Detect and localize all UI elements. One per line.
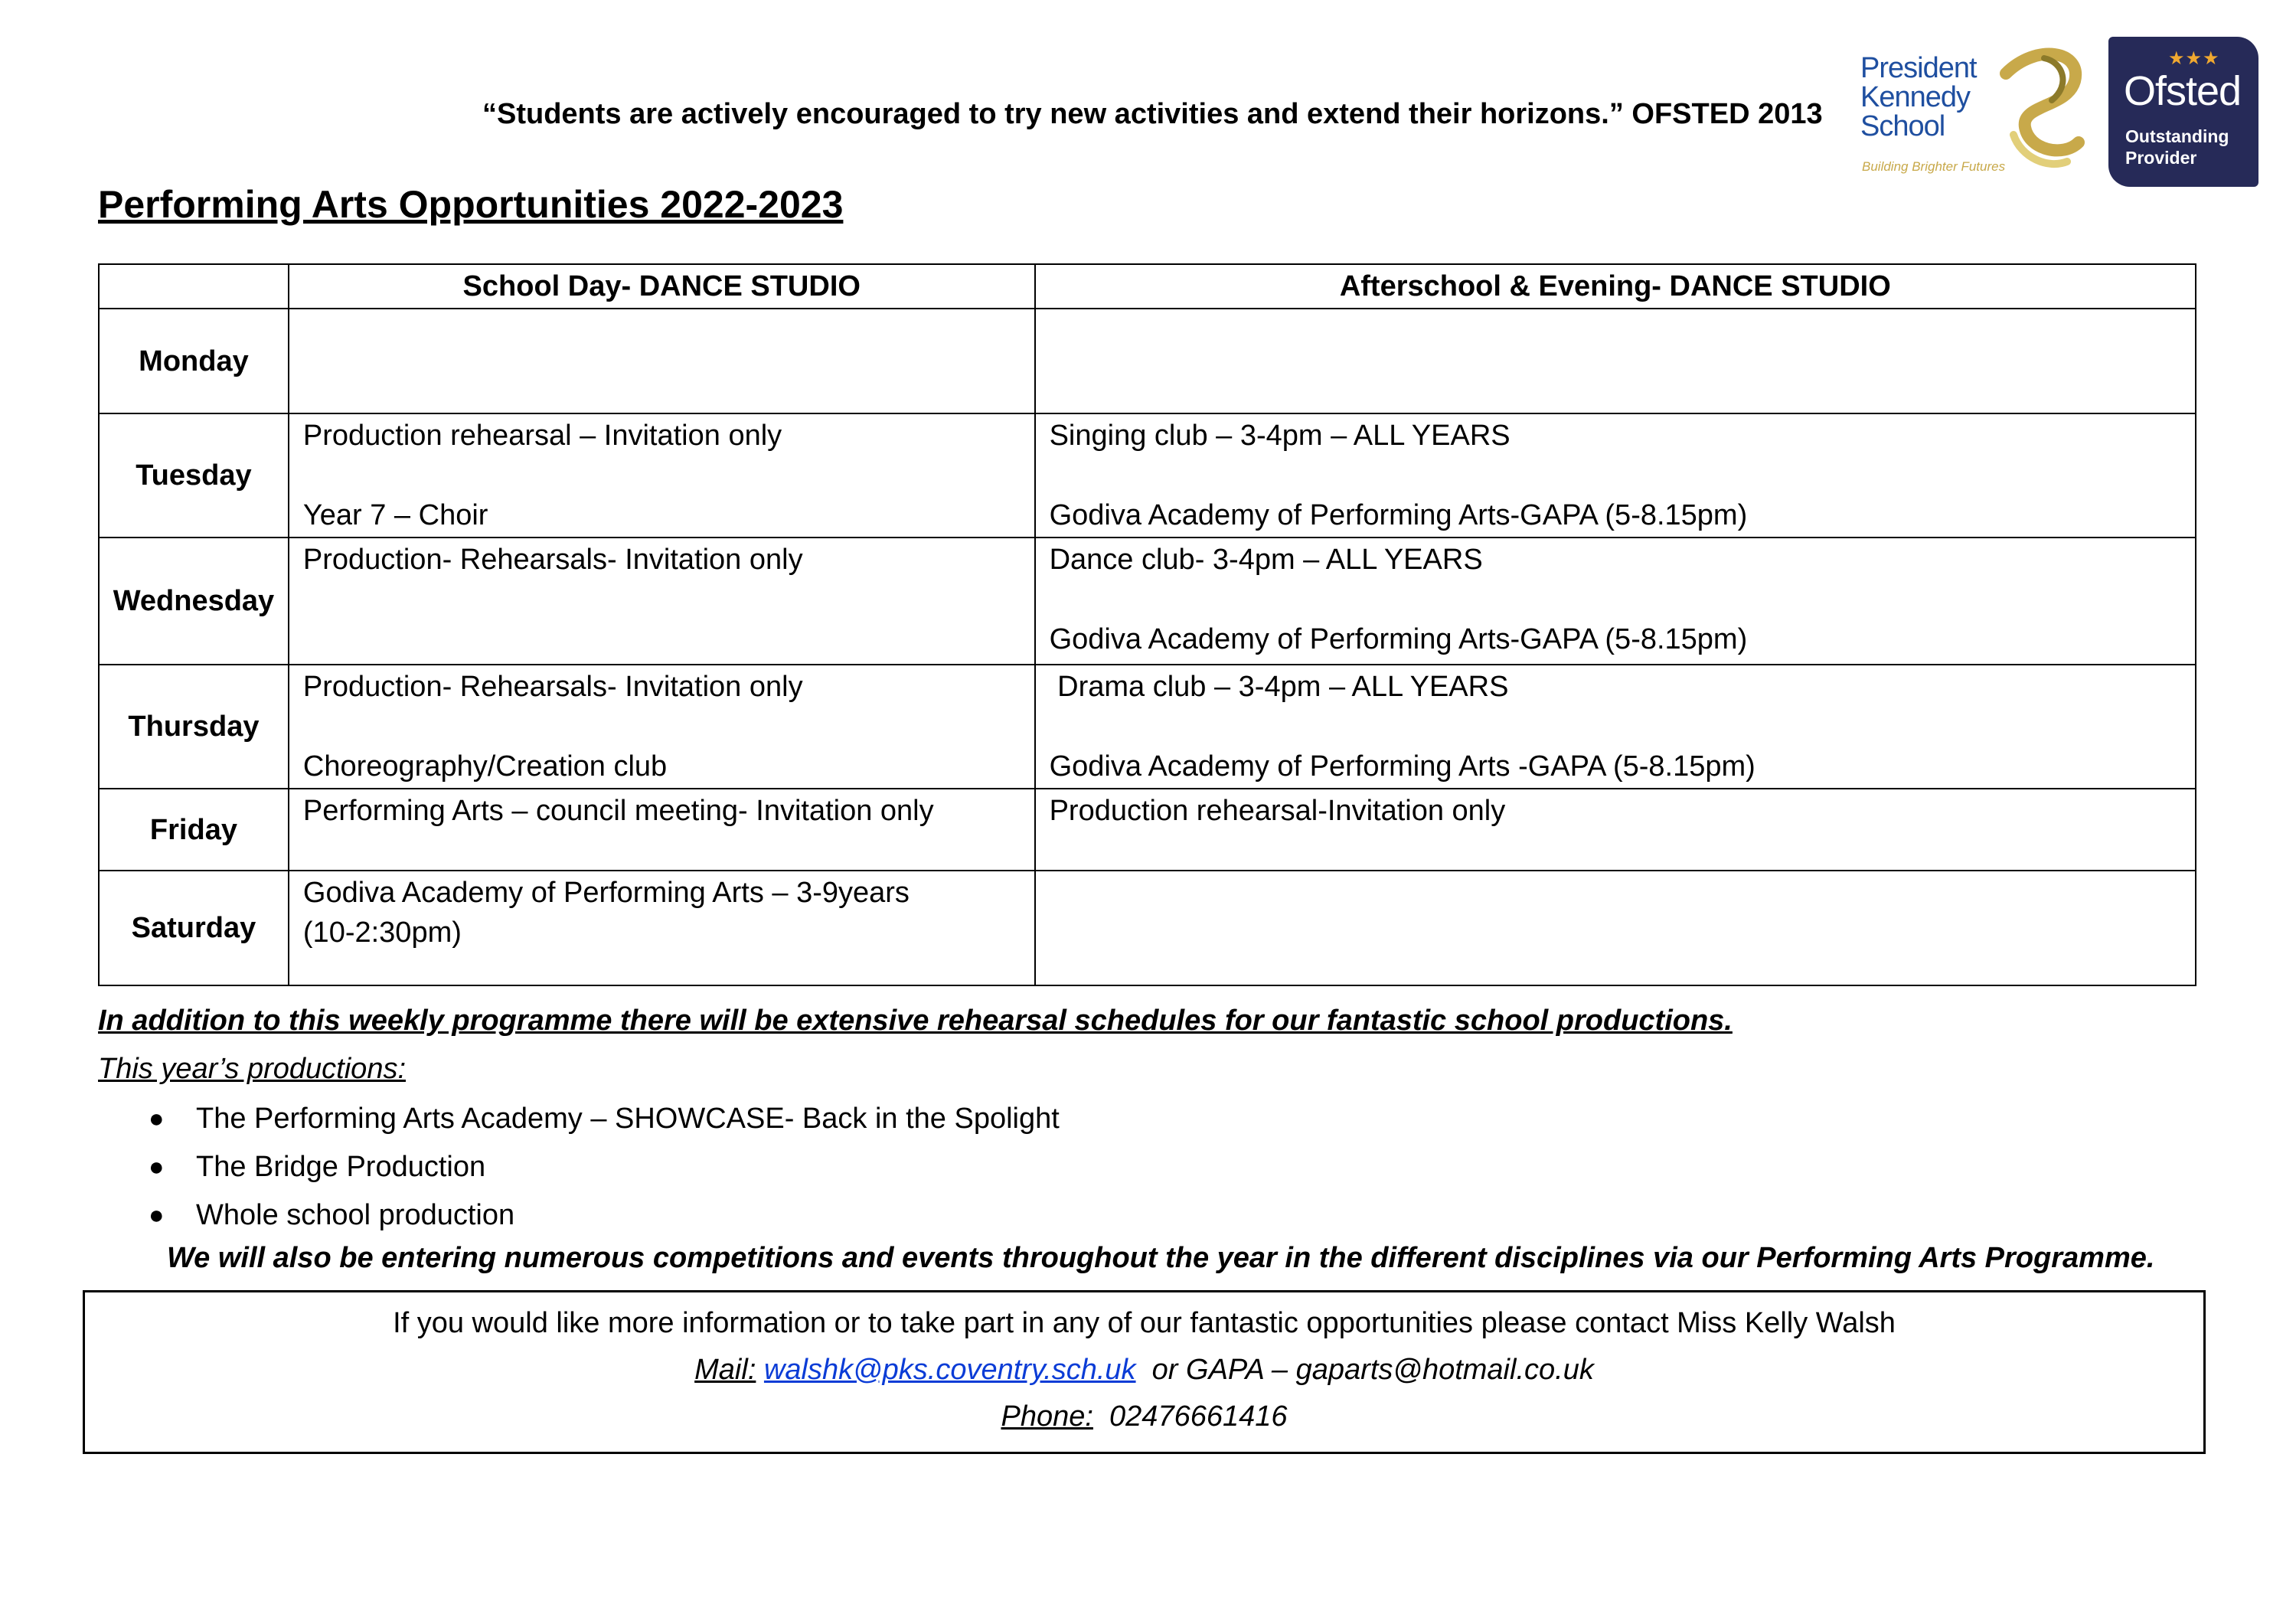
afterschool-cell: [1035, 789, 2196, 871]
school-swirl-icon: [1991, 43, 2090, 173]
bullet-icon: ●: [149, 1201, 165, 1230]
ofsted-sub-line1: Outstanding: [2125, 126, 2229, 146]
day-cell: Saturday: [99, 871, 289, 985]
ofsted-subtitle: [2125, 126, 2229, 168]
page-title: Performing Arts Opportunities 2022-2023: [98, 183, 844, 226]
day-cell: Tuesday: [99, 413, 289, 538]
header-logos: [1860, 37, 2274, 190]
header-cell-day: [99, 264, 289, 309]
list-item: [145, 1095, 1060, 1143]
school-day-cell: [289, 309, 1035, 413]
bullet-icon: ●: [149, 1104, 165, 1133]
day-cell: Wednesday: [99, 538, 289, 665]
cell-text: Year 7 – Choir: [302, 499, 488, 531]
cell-text: Choreography/Creation club: [302, 750, 668, 783]
cell-text: Production- Rehearsals- Invitation only: [302, 671, 803, 703]
header-cell-afterschool: Afterschool & Evening- DANCE STUDIO: [1035, 264, 2196, 309]
contact-box: [83, 1290, 2206, 1454]
afterschool-cell: [1035, 871, 2196, 985]
school-logo-line3: School: [1860, 110, 1945, 142]
phone-number: 02476661416: [1101, 1400, 1288, 1433]
ofsted-stars-icon: ★★★: [2168, 48, 2220, 69]
table-row: [99, 309, 2196, 413]
productions-list: [145, 1095, 1060, 1240]
school-day-cell: [289, 789, 1035, 871]
schedule-header-row: [99, 264, 2196, 309]
table-row: [99, 413, 2196, 538]
ofsted-sub-line2: Provider: [2125, 148, 2197, 168]
ofsted-name: Ofsted: [2124, 68, 2242, 114]
afterschool-cell: [1035, 665, 2196, 789]
school-logo-text: [1860, 54, 1977, 141]
table-row: [99, 665, 2196, 789]
header-cell-school-day: School Day- DANCE STUDIO: [289, 264, 1035, 309]
bullet-icon: ●: [149, 1152, 165, 1181]
cell-text: Production rehearsal – Invitation only: [302, 420, 782, 452]
cell-text: Dance club- 3-4pm – ALL YEARS: [1049, 544, 1483, 576]
school-day-cell: [289, 665, 1035, 789]
school-tagline: Building Brighter Futures: [1862, 159, 2006, 174]
day-cell: Monday: [99, 309, 289, 413]
cell-text: Godiva Academy of Performing Arts-GAPA (5-8.15pm): [1049, 499, 1748, 531]
table-row: [99, 538, 2196, 665]
cell-text: Production- Rehearsals- Invitation only: [302, 544, 803, 576]
cell-text: Performing Arts – council meeting- Invitation only: [302, 795, 934, 827]
day-cell: Friday: [99, 789, 289, 871]
cell-text: Drama club – 3-4pm – ALL YEARS: [1049, 671, 1509, 703]
mail-alt: or GAPA – gaparts@hotmail.co.uk: [1144, 1354, 1594, 1386]
production-name: The Bridge Production: [196, 1151, 486, 1183]
productions-label: This year’s productions:: [98, 1053, 407, 1085]
phone-label: Phone:: [1001, 1400, 1093, 1433]
cell-text: Production rehearsal-Invitation only: [1049, 795, 1506, 827]
school-day-cell: [289, 871, 1035, 985]
ofsted-badge: [2108, 37, 2258, 187]
production-name: The Performing Arts Academy – SHOWCASE- Back in the Spolight: [196, 1103, 1060, 1135]
contact-intro: If you would like more information or to take part in any of our fantastic opportunities please contact Miss Kelly Walsh: [393, 1307, 1896, 1339]
competitions-note: We will also be entering numerous competitions and events throughout the year in the different disciplines via our Performing Arts Programme.: [167, 1242, 2155, 1274]
email-link[interactable]: walshk@pks.coventry.sch.uk: [763, 1354, 1136, 1386]
cell-text: Godiva Academy of Performing Arts – 3-9years: [302, 877, 910, 909]
cell-text: Godiva Academy of Performing Arts -GAPA (5-8.15pm): [1049, 750, 1755, 783]
school-day-cell: [289, 413, 1035, 538]
list-item: [145, 1191, 1060, 1240]
school-logo-line2: Kennedy: [1860, 81, 1971, 113]
afterschool-cell: [1035, 309, 2196, 413]
rehearsal-note: In addition to this weekly programme there will be extensive rehearsal schedules for our fantastic school productions.: [98, 1005, 1733, 1037]
table-row: [99, 789, 2196, 871]
afterschool-cell: [1035, 538, 2196, 665]
cell-text: Singing club – 3-4pm – ALL YEARS: [1049, 420, 1511, 452]
contact-mail-row: [85, 1347, 2203, 1394]
mail-label: Mail:: [694, 1354, 756, 1386]
day-cell: Thursday: [99, 665, 289, 789]
school-logo: [1860, 54, 2090, 191]
school-day-cell: [289, 538, 1035, 665]
cell-text: Godiva Academy of Performing Arts-GAPA (5-8.15pm): [1049, 623, 1748, 655]
production-name: Whole school production: [196, 1199, 515, 1231]
list-item: [145, 1143, 1060, 1191]
ofsted-quote: “Students are actively encouraged to try new activities and extend their horizons.” OFSTED 2013: [482, 98, 1823, 130]
table-row: [99, 871, 2196, 985]
cell-text: (10-2:30pm): [302, 917, 462, 949]
contact-phone-row: [85, 1394, 2203, 1440]
afterschool-cell: [1035, 413, 2196, 538]
schedule-table: [98, 263, 2196, 986]
school-logo-line1: President: [1860, 52, 1977, 84]
